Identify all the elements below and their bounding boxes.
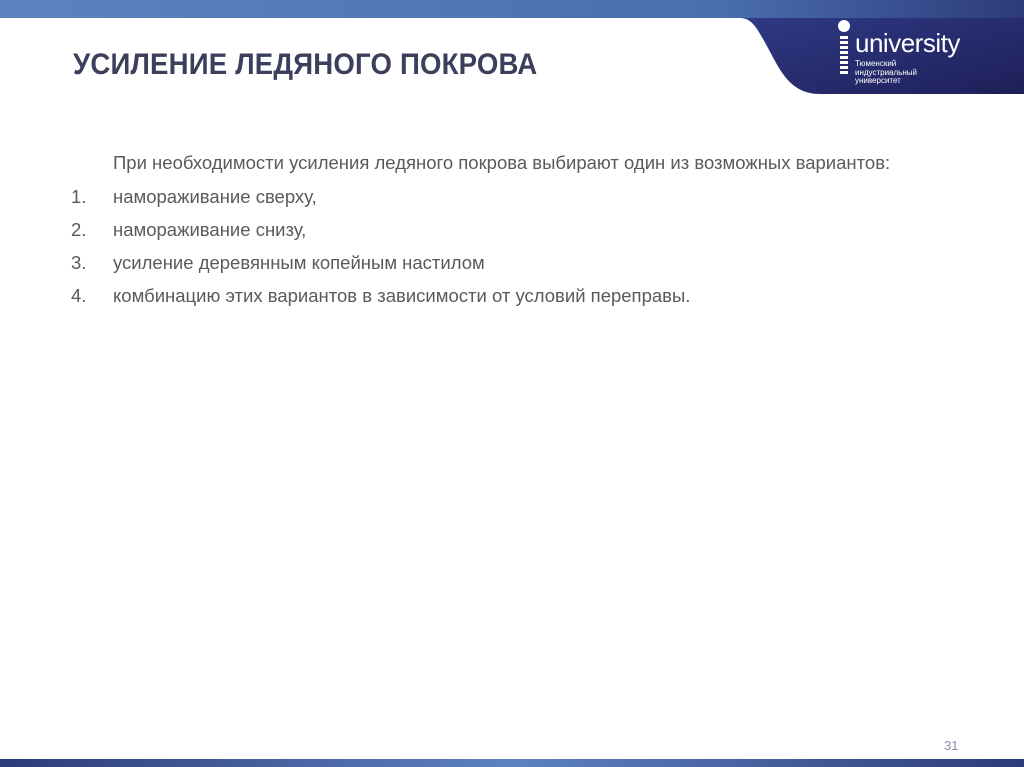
list-item: [71, 250, 953, 276]
options-list: [71, 184, 953, 309]
logo-subtitle: Тюменский индустриальный университет: [855, 59, 917, 85]
list-item-number: 3.: [71, 252, 87, 273]
list-item-number: 2.: [71, 219, 87, 240]
list-item: [71, 217, 953, 243]
list-item: [71, 184, 953, 210]
list-item-text: намораживание сверху,: [113, 186, 317, 207]
logo-mark-icon: [834, 18, 854, 80]
list-item: [71, 283, 953, 309]
slide-title: УСИЛЕНИЕ ЛЕДЯНОГО ПОКРОВА: [73, 48, 538, 81]
list-item-text: усиление деревянным копейным настилом: [113, 252, 485, 273]
bottom-bar: [0, 759, 1024, 767]
list-item-number: 4.: [71, 285, 87, 306]
list-item-text: намораживание снизу,: [113, 219, 307, 240]
intro-paragraph: При необходимости усиления ледяного покрова выбирают один из возможных вариантов:: [113, 152, 891, 173]
page-number: 31: [944, 738, 959, 753]
logo-wordmark: university: [855, 28, 960, 58]
list-item-text: комбинацию этих вариантов в зависимости от условий переправы.: [113, 285, 691, 306]
university-logo: [834, 18, 994, 88]
list-item-number: 1.: [71, 186, 87, 207]
slide-body: [71, 150, 953, 316]
